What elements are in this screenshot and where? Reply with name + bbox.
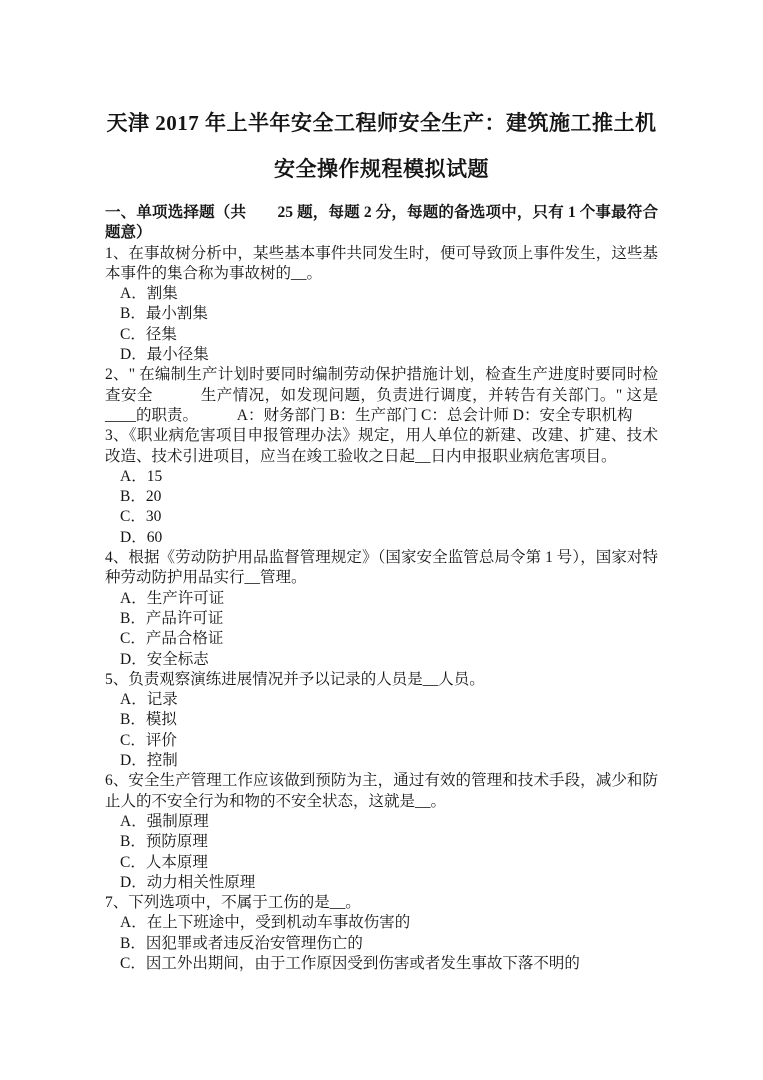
question-4-option-a: A．生产许可证 [120, 589, 225, 607]
question-1-option-c: C．径集 [120, 325, 177, 343]
question-5-stem: 5、负责观察演练进展情况并予以记录的人员是__人员。 [105, 670, 485, 688]
question-7-option-c: C．因工外出期间，由于工作原因受到伤害或者发生事故下落不明的 [120, 954, 580, 972]
question-6-option-c: C．人本原理 [120, 853, 208, 871]
question-3-option-a: A．15 [120, 467, 163, 485]
question-7-stem: 7、下列选项中，不属于工伤的是__。 [105, 894, 361, 912]
question-3-option-c: C．30 [120, 508, 162, 526]
question-2 [105, 365, 658, 426]
question-5-option-a: A．记录 [120, 691, 178, 709]
question-3-stem: 3、《职业病危害项目申报管理办法》规定，用人单位的新建、改建、扩建、技术改造、技术引进项目，应当在竣工验收之日起__日内申报职业病危害项目。 [105, 427, 658, 465]
question-6-option-a: A．强制原理 [120, 812, 209, 830]
question-6-option-b: B．预防原理 [120, 833, 208, 851]
question-6-option-d: D．动力相关性原理 [120, 873, 256, 891]
question-4-option-b: B．产品许可证 [120, 609, 224, 627]
question-4-option-c: C．产品合格证 [120, 630, 224, 648]
question-4-option-d: D．安全标志 [120, 650, 209, 668]
question-5-option-d: D．控制 [120, 752, 178, 770]
question-7-option-b: B．因犯罪或者违反治安管理伤亡的 [120, 934, 363, 952]
question-3 [105, 426, 658, 548]
question-3-option-d: D．60 [120, 528, 163, 546]
question-1 [105, 244, 658, 366]
question-7-option-a: A．在上下班途中，受到机动车事故伤害的 [120, 914, 411, 932]
question-7 [105, 893, 658, 974]
question-1-option-d: D．最小径集 [120, 346, 209, 364]
question-1-option-b: B．最小割集 [120, 305, 208, 323]
question-1-option-a: A．割集 [120, 285, 178, 303]
page-title [105, 100, 658, 192]
section-heading: 一、单项选择题（共 25 题，每题 2 分，每题的备选项中，只有 1 个事最符合题意） [105, 204, 658, 242]
page-title-line-1: 天津 2017 年上半年安全工程师安全生产：建筑施工推土机 [106, 111, 657, 135]
exam-body [105, 203, 658, 974]
question-5-option-c: C．评价 [120, 731, 177, 749]
question-1-stem: 1、在事故树分析中，某些基本事件共同发生时，便可导致顶上事件发生，这些基本事件的集合称为事故树的__。 [105, 244, 658, 282]
question-3-option-b: B．20 [120, 488, 162, 506]
question-6 [105, 771, 658, 893]
page-title-line-2: 安全操作规程模拟试题 [274, 157, 489, 181]
question-2-stem: 2、" 在编制生产计划时要同时编制劳动保护措施计划，检查生产进度时要同时检查安全 生产情况，如发现问题，负责进行调度，并转告有关部门。" 这是____的职责。 A：财务部门 B：生产部门 C：总会计师 D：安全专职机构 [105, 366, 658, 424]
question-5 [105, 670, 658, 771]
question-4-stem: 4、根据《劳动防护用品监督管理规定》（国家安全监管总局令第 1 号），国家对特种劳动防护用品实行__管理。 [105, 549, 658, 587]
question-4 [105, 548, 658, 670]
question-5-option-b: B．模拟 [120, 711, 177, 729]
question-6-stem: 6、安全生产管理工作应该做到预防为主，通过有效的管理和技术手段，减少和防止人的不安全行为和物的不安全状态，这就是__。 [105, 772, 658, 810]
